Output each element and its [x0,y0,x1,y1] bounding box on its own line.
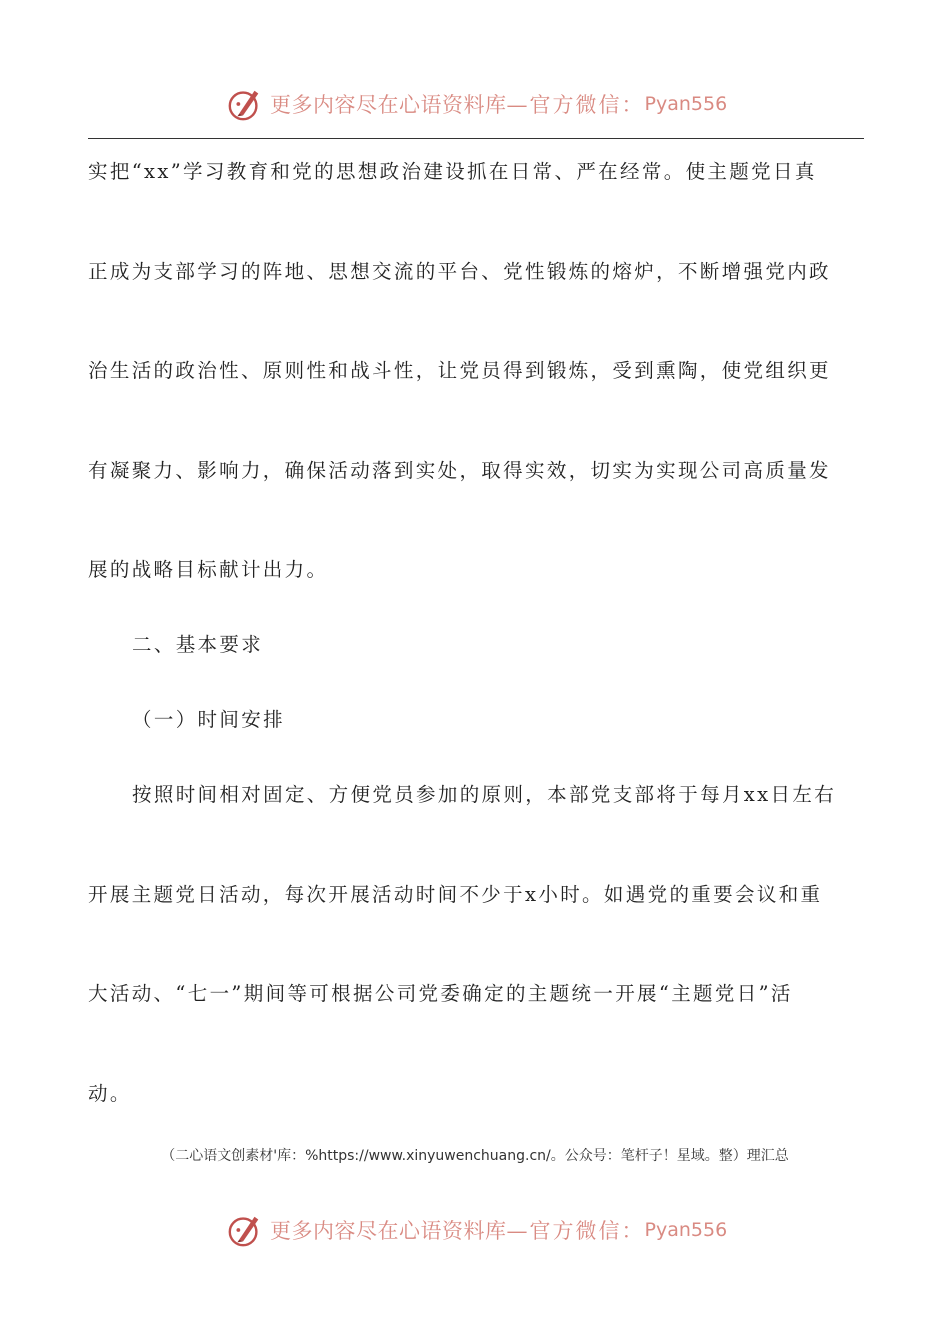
paragraph-line: 正成为支部学习的阵地、思想交流的平台、党性锻炼的熔炉，不断增强党内政 [88,260,831,283]
banner-text-main: 更多内容尽在心语资料库 [270,93,507,117]
paragraph-line: 开展主题党日活动，每次开展活动时间不少于x小时。如遇党的重要会议和重 [88,883,823,906]
paragraph-line: 有凝聚力、影响力，确保活动落到实处，取得实效，切实为实现公司高质量发 [88,459,831,482]
subsection-heading: （一）时间安排 [132,708,285,731]
footer-banner [0,1208,950,1252]
paragraph-line: 动。 [88,1082,132,1105]
source-footnote: （二心语文创素材'库：%https://www.xinyuwenchuang.cn/。公众号：笔杆子！星域。整）理汇总 [161,1148,789,1164]
banner-text-main: 更多内容尽在心语资料库 [270,1219,507,1243]
banner-text-wechat: —官方微信： [506,1219,645,1243]
pen-logo-icon [226,85,264,123]
paragraph-line: 展的战略目标献计出力。 [88,558,329,581]
header-divider [88,138,864,139]
pen-logo-icon [226,1211,264,1249]
paragraph-line: 治生活的政治性、原则性和战斗性，让党员得到锻炼，受到熏陶，使党组织更 [88,359,831,382]
paragraph-line: 按照时间相对固定、方便党员参加的原则，本部党支部将于每月xx日左右 [132,783,837,806]
paragraph-line: 实把“xx”学习教育和党的思想政治建设抓在日常、严在经常。使主题党日真 [88,160,817,183]
banner-text-id: Pyan556 [644,1219,728,1241]
paragraph-line: 大活动、“七一”期间等可根据公司党委确定的主题统一开展“主题党日”活 [88,982,793,1005]
section-heading: 二、基本要求 [132,633,264,656]
header-banner [0,82,950,126]
banner-text-wechat: —官方微信： [506,93,645,117]
banner-text-id: Pyan556 [644,93,728,115]
